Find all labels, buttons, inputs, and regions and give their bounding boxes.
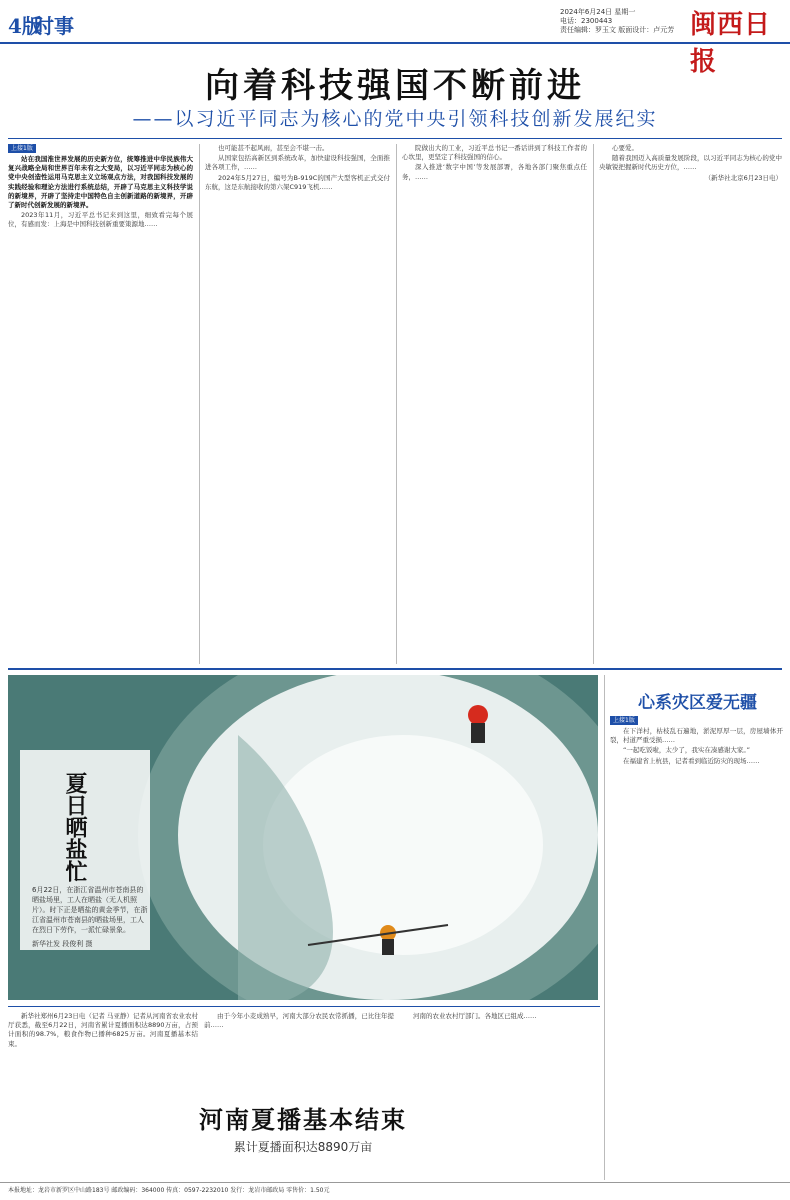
headline-subtitle: ——以习近平同志为核心的党中央引领科技创新发展纪实 bbox=[132, 108, 658, 130]
column-divider bbox=[199, 144, 200, 664]
headline-title: 向着科技强国不断前进 bbox=[205, 66, 585, 106]
section-rule bbox=[8, 1006, 600, 1007]
photo-caption bbox=[32, 885, 150, 949]
issue-serial: 电话：2300443 bbox=[560, 17, 613, 25]
article-paragraph: 心要爱。 bbox=[612, 144, 638, 152]
right-story-title: 心系灾区爱无疆 bbox=[638, 693, 757, 713]
article-paragraph: 新华社郑州6月23日电（记者 马亚静）记者从河南省农业农村厅获悉，截至6月22日，河南省累计夏播面积达8890万亩，占预计面积的98.7%，粮食作物已播种6825万亩。河南夏播基本结束。 bbox=[8, 1012, 198, 1048]
article-column-4 bbox=[599, 144, 782, 664]
photo-title: 夏日晒盐忙 bbox=[62, 772, 88, 882]
column-divider bbox=[396, 144, 397, 664]
bottom-story-column-3 bbox=[400, 1012, 596, 1092]
right-story-body bbox=[610, 716, 783, 1176]
bottom-story-title: 河南夏播基本结束 bbox=[199, 1105, 407, 1134]
header-meta bbox=[560, 8, 680, 35]
bottom-story-column-1 bbox=[8, 1012, 198, 1092]
article-column-1 bbox=[8, 144, 193, 664]
issue-date: 2024年6月24日 星期一 bbox=[560, 8, 636, 16]
bottom-story-subtitle: 累计夏播面积达8890万亩 bbox=[233, 1140, 373, 1154]
section-name: 时事 bbox=[34, 14, 74, 38]
headline-rule bbox=[8, 138, 782, 139]
page-footer: 本报地址：龙岩市新罗区中山路183号 邮政编码：364000 传真：0597-2232010 发行：龙岩市邮政局 零售价：1.50元 bbox=[0, 1182, 790, 1200]
bottom-story-column-2 bbox=[204, 1012, 394, 1092]
section-rule bbox=[8, 668, 782, 670]
article-paragraph: 也可能甚不起风雨，甚至会不堪一击。 bbox=[218, 144, 329, 152]
article-paragraph: 从国家包括高新区到系统改革，加快建设科技强国，全面推进各项工作，…… bbox=[205, 154, 390, 172]
article-paragraph: 2024年5月27日，编号为B-919C的国产大型客机正式交付东航，这是东航接收的第六架C919飞机…… bbox=[205, 173, 390, 191]
article-paragraph: 河南的农业农村厅部门。各地区已组成…… bbox=[413, 1012, 537, 1020]
article-paragraph: 2023年11月，习近平总书记来到这里，细致看完每个展位，有感而发：上海是中国科技创新重要策源地…… bbox=[8, 211, 193, 229]
photo-credit: 新华社发 段俊利 摄 bbox=[32, 940, 93, 948]
article-lead: 站在我国淮世界发展的历史新方位，统筹推进中华民族伟大复兴战略全局和世界百年未有之大变局，以习近平同志为核心的党中央创造性运用马克思主义立场观点方法，对我国科技发展的实践经验和理论方法进行系统总结，开辟了马克思主义科技学说的新境界，开辟了坚持走中国特色自主创新道路的新境界，开辟了新时代创新发展的新境界。 bbox=[8, 155, 193, 210]
article-paragraph: 深入推进‘数字中国’等发展部署，各地各部门聚焦重点任务，…… bbox=[402, 163, 587, 181]
page-number: 4版 bbox=[8, 14, 42, 38]
photo-caption-text: 6月22日，在浙江省温州市苍南县的晒盐场里，工人在晒盐（无人机照片）。时下正是晒盐的黄金季节，在浙江省温州市苍南县的晒盐场里，工人在烈日下劳作，一派忙碌景象。 bbox=[32, 886, 148, 934]
article-paragraph: 在下洋村，枯枝乱石遍地，淤泥厚厚一层，房屋墙体开裂，村道严重受损…… bbox=[610, 727, 783, 745]
article-paragraph: 随着我国迈入高质量发展阶段，以习近平同志为核心的党中央敏锐把握新时代历史方位，…… bbox=[599, 154, 782, 172]
continued-tag: 上接1版 bbox=[8, 144, 36, 153]
dateline: （新华社北京6月23日电） bbox=[704, 173, 782, 182]
column-divider bbox=[593, 144, 594, 664]
article-paragraph: 在福建省上杭县，记者看到临近防灾的现场…… bbox=[623, 756, 760, 765]
editor-credit: 责任编辑：罗玉文 版面设计：卢元芳 bbox=[560, 26, 675, 34]
article-paragraph: 由于今年小麦成熟早，河南大部分农民农常抓播，已比往年提前…… bbox=[204, 1012, 394, 1030]
article-column-3 bbox=[402, 144, 587, 664]
article-column-2 bbox=[205, 144, 390, 664]
continued-tag: 上接1版 bbox=[610, 716, 638, 725]
article-paragraph: 院做出大的工业，习近平总书记一番话讲到了科技工作者的心坎里，更坚定了科技强国的信心。 bbox=[402, 144, 587, 162]
newspaper-logo: 闽西日报 bbox=[690, 10, 772, 77]
article-paragraph: “一起吃饭啦，太少了，我实在凑感谢大家。” bbox=[623, 746, 750, 755]
